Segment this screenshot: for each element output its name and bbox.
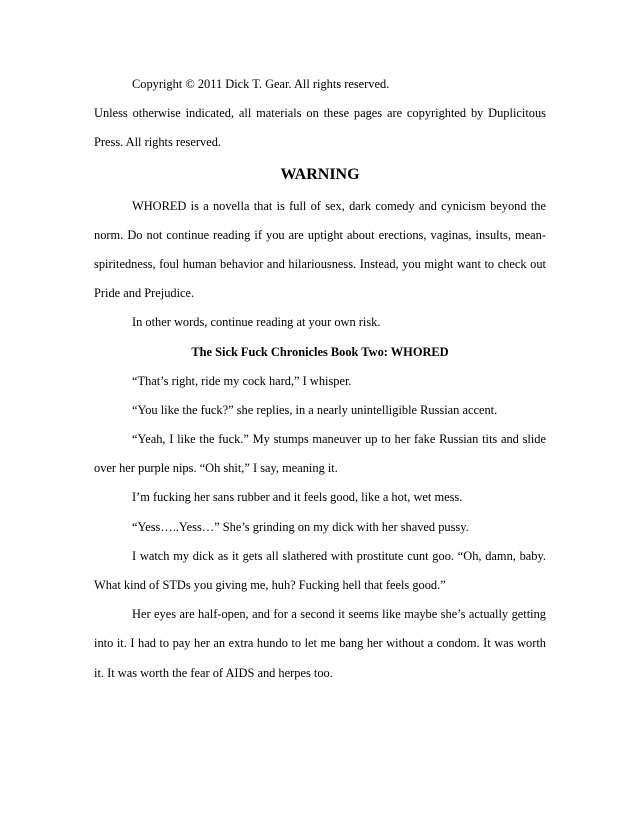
warning-body: WHORED is a novella that is full of sex, dark comedy and cynicism beyond the norm. Do not continue reading if you are uptight about erections, vaginas, insults, mean-spiritedness, foul human behavior and hilariousness. Instead, you might want to check out Pride and Prejudice. bbox=[94, 198, 546, 301]
story-paragraph: Her eyes are half-open, and for a second it seems like maybe she’s actually getting into it. I had to pay her an extra hundo to let me bang her without a condom. It was worth it. It was worth the fear of AIDS and herpes too. bbox=[94, 607, 546, 680]
copyright-line: Copyright © 2011 Dick T. Gear. All rights reserved. bbox=[132, 77, 390, 91]
story-paragraph: I watch my dick as it gets all slathered with prostitute cunt goo. “Oh, damn, baby. What kind of STDs you giving me, huh? Fucking hell that feels good.” bbox=[94, 548, 546, 593]
copyright-notice: Unless otherwise indicated, all materials on these pages are copyrighted by Duplicitous Press. All rights reserved. bbox=[94, 106, 546, 150]
story-paragraph: “Yess…..Yess…” She’s grinding on my dick with her shaved pussy. bbox=[132, 519, 469, 534]
book-title: The Sick Fuck Chronicles Book Two: WHORED bbox=[191, 344, 449, 359]
story-paragraph: “That’s right, ride my cock hard,” I whisper. bbox=[132, 373, 352, 388]
warning-note: In other words, continue reading at your own risk. bbox=[132, 315, 381, 330]
story-paragraph: I’m fucking her sans rubber and it feels good, like a hot, wet mess. bbox=[132, 490, 463, 505]
document-page bbox=[94, 70, 546, 688]
warning-heading: WARNING bbox=[280, 165, 360, 183]
story-paragraph: “Yeah, I like the fuck.” My stumps maneuver up to her fake Russian tits and slide over her purple nips. “Oh shit,” I say, meaning it. bbox=[94, 432, 546, 476]
story-paragraph: “You like the fuck?” she replies, in a nearly unintelligible Russian accent. bbox=[132, 402, 498, 417]
